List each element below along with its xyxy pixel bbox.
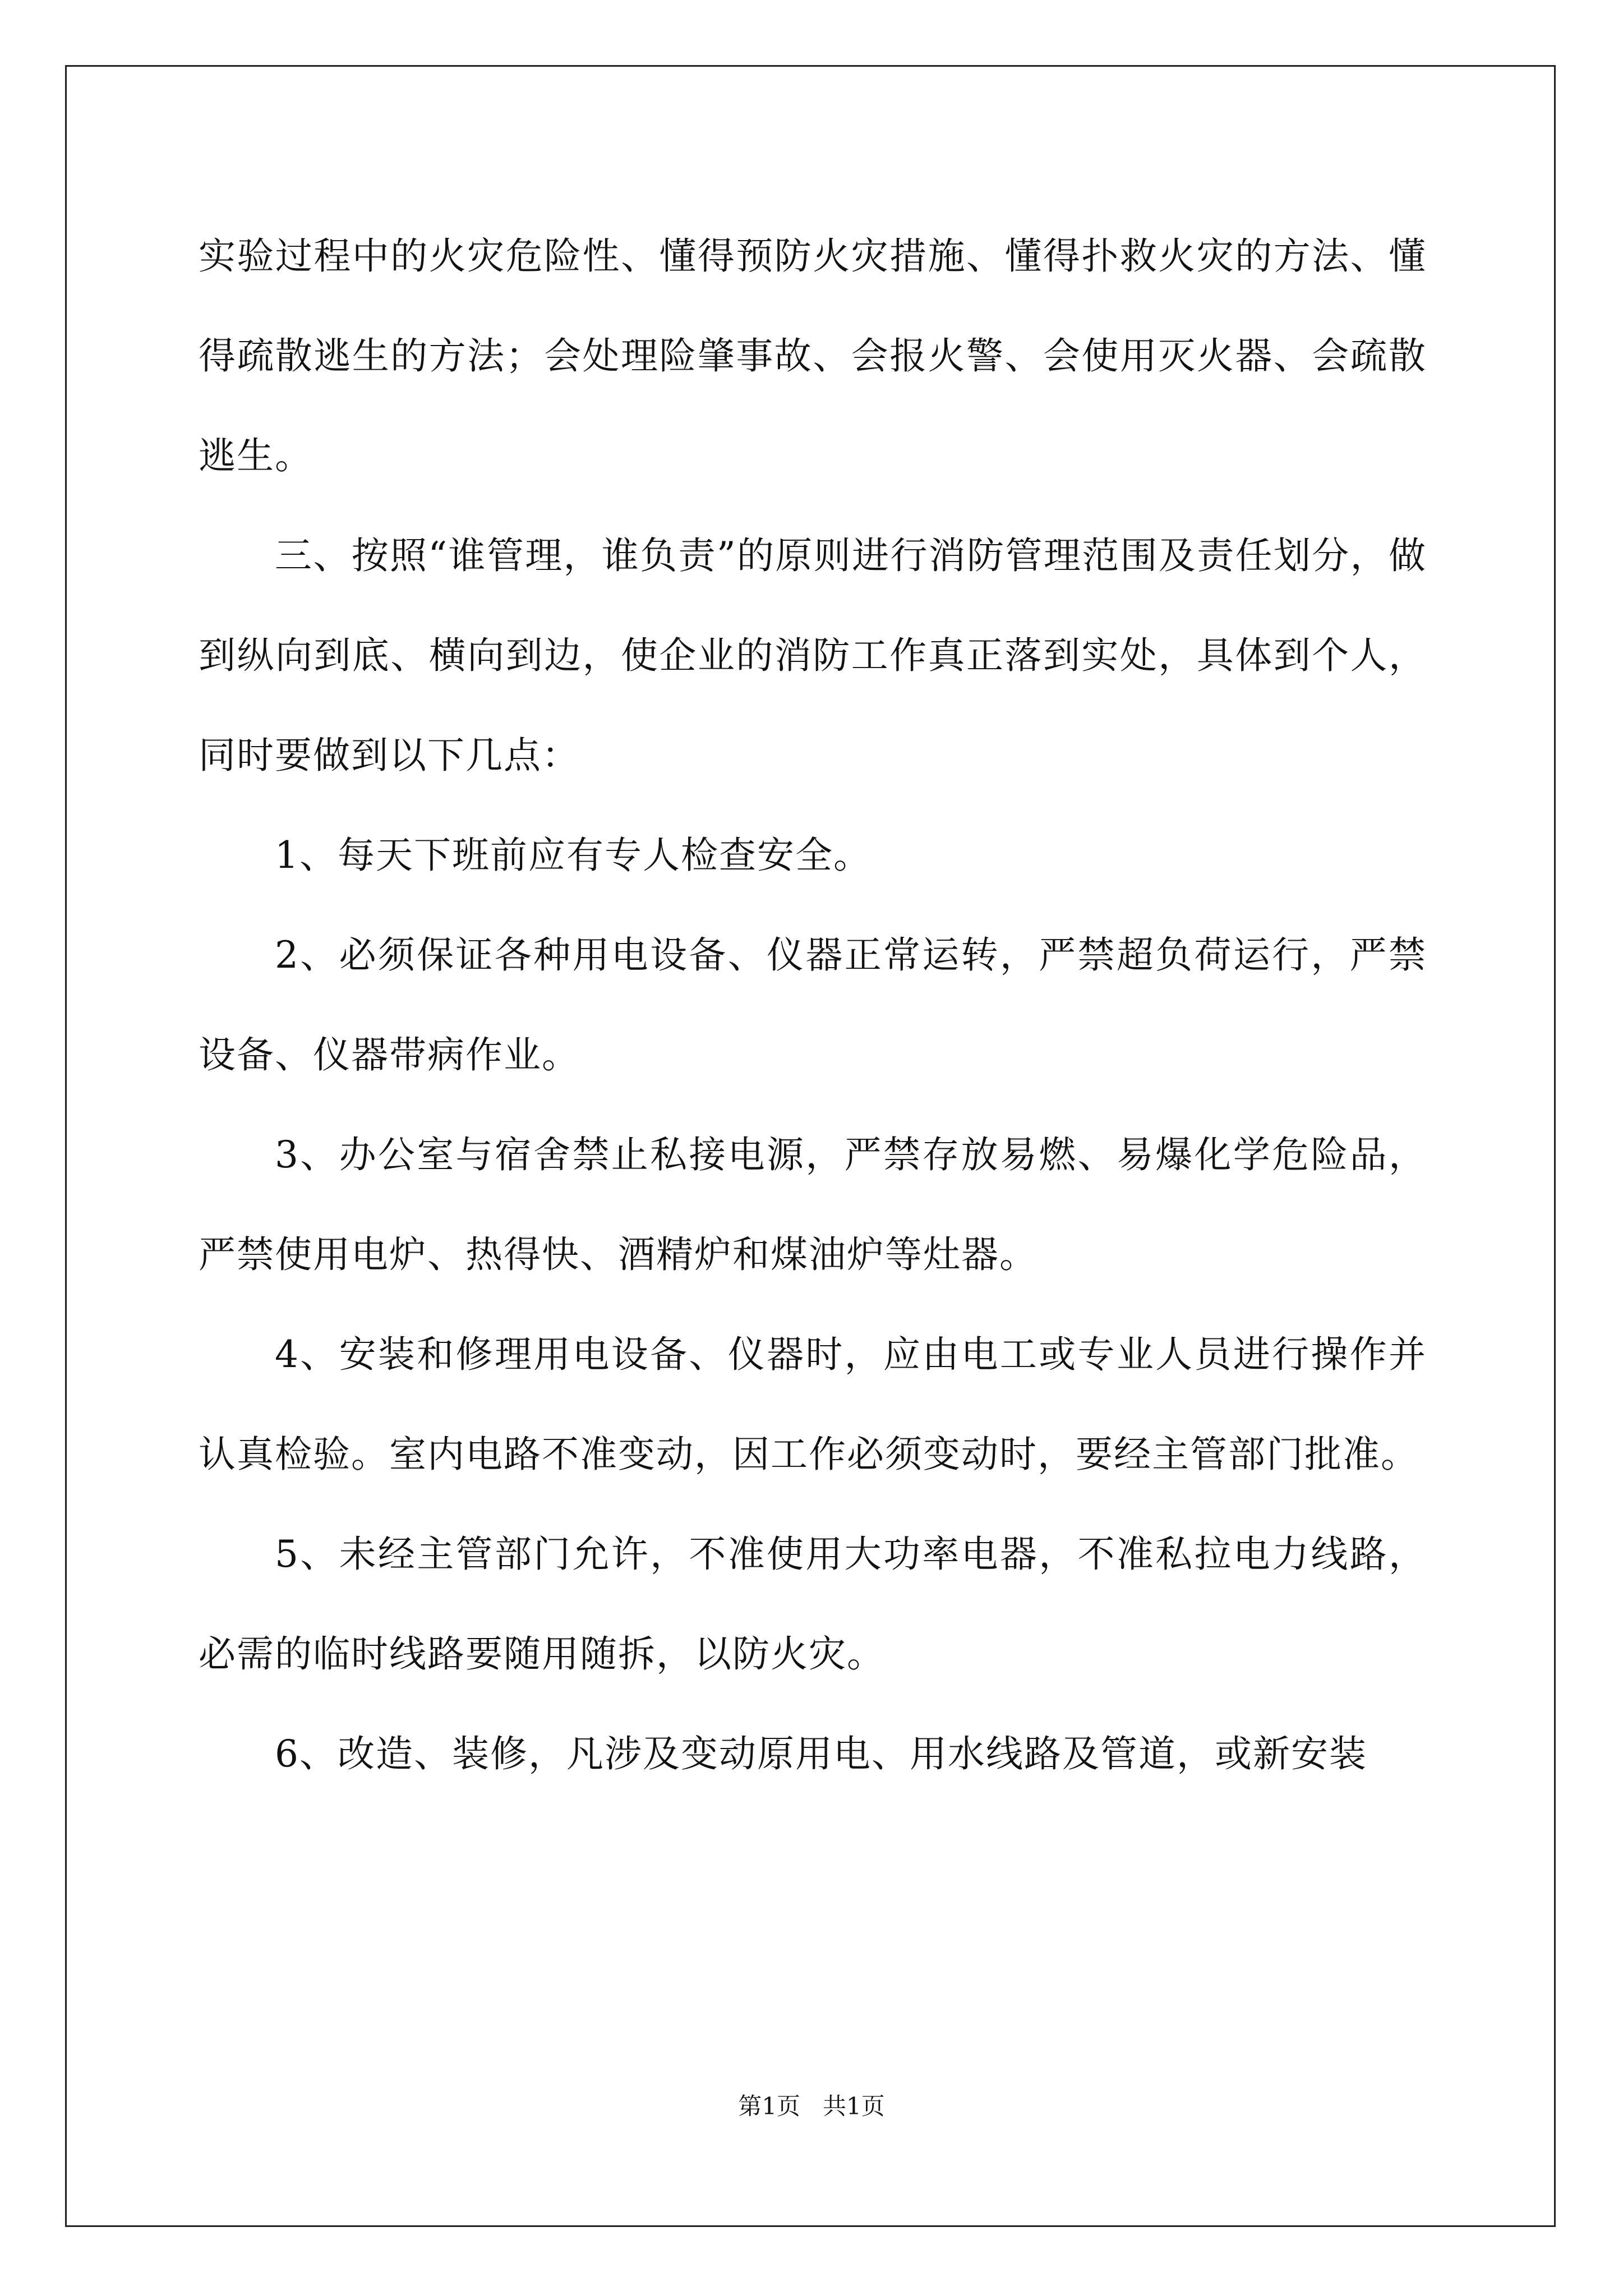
paragraph-item-2: 2、必须保证各种用电设备、仪器正常运转，严禁超负荷运行，严禁设备、仪器带病作业。 xyxy=(199,933,1427,1076)
paragraph-section-three: 三、按照“谁管理，谁负责”的原则进行消防管理范围及责任划分，做到纵向到底、横向到边，使企业的消防工作真正落到实处，具体到个人，同时要做到以下几点： xyxy=(199,534,1427,777)
paragraph-item-4: 4、安装和修理用电设备、仪器时，应由电工或专业人员进行操作并认真检验。室内电路不准变动，因工作必须变动时，要经主管部门批准。 xyxy=(199,1333,1427,1476)
page-total: 共1页 xyxy=(823,2092,885,2120)
paragraph-item-1: 1、每天下班前应有专人检查安全。 xyxy=(275,834,872,877)
paragraph-item-3: 3、办公室与宿舍禁止私接电源，严禁存放易燃、易爆化学危险品，严禁使用电炉、热得快、酒精炉和煤油炉等灶器。 xyxy=(199,1133,1427,1276)
page-number: 第1页 xyxy=(738,2092,800,2120)
paragraph-continuation: 实验过程中的火灾危险性、懂得预防火灾措施、懂得扑救火灾的方法、懂得疏散逃生的方法；会处理险肇事故、会报火警、会使用灭火器、会疏散逃生。 xyxy=(199,234,1427,477)
paragraph-item-5: 5、未经主管部门允许，不准使用大功率电器，不准私拉电力线路，必需的临时线路要随用随拆，以防火灾。 xyxy=(199,1533,1427,1676)
page-footer xyxy=(0,2090,1623,2123)
paragraph-item-6: 6、改造、装修，凡涉及变动原用电、用水线路及管道，或新安装 xyxy=(275,1732,1367,1775)
document-body xyxy=(199,206,1427,1804)
